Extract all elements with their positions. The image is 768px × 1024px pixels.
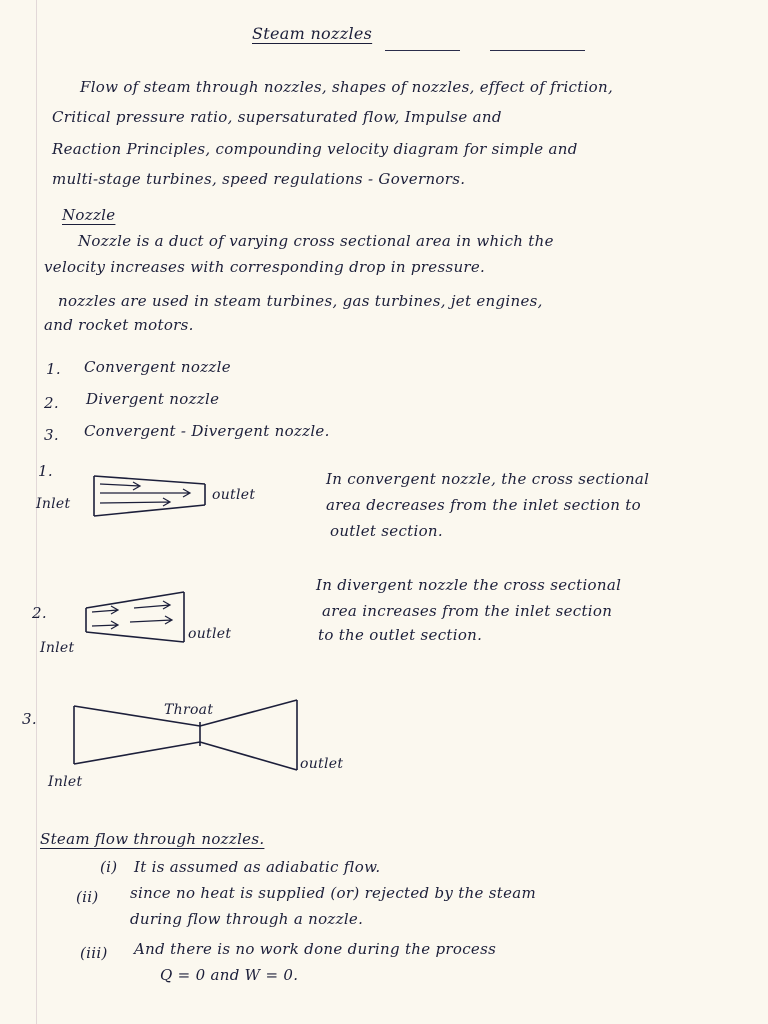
fig1-number: 1.	[38, 462, 53, 480]
fig2-number: 2.	[32, 604, 47, 622]
flow-item-text: since no heat is supplied (or) rejected by the steam	[130, 884, 537, 902]
flow-item-text: And there is no work done during the process	[134, 940, 497, 958]
flow-item-equation: Q = 0 and W = 0.	[160, 966, 299, 984]
fig2-description-line: area increases from the inlet section	[322, 602, 613, 620]
fig1-outlet-label: outlet	[212, 487, 256, 503]
type-number: 1.	[46, 360, 61, 378]
syllabus-line: Flow of steam through nozzles, shapes of nozzles, effect of friction,	[80, 78, 614, 96]
flow-item-number: (iii)	[80, 944, 108, 962]
type-label: Convergent nozzle	[84, 358, 231, 376]
divergent-nozzle-diagram	[86, 592, 184, 642]
definition-line: Nozzle is a duct of varying cross sectional area in which the	[78, 232, 554, 250]
fig3-number: 3.	[22, 710, 37, 728]
uses-line: and rocket motors.	[44, 316, 194, 334]
syllabus-line: multi-stage turbines, speed regulations - Governors.	[52, 170, 466, 188]
fig1-inlet-label: Inlet	[36, 496, 71, 512]
type-number: 2.	[44, 394, 59, 412]
steam-flow-heading: Steam flow through nozzles.	[40, 830, 265, 848]
fig1-description-line: outlet section.	[330, 522, 443, 540]
syllabus-line: Reaction Principles, compounding velocity diagram for simple and	[52, 140, 578, 158]
fig3-throat-label: Throat	[164, 702, 214, 718]
definition-line: velocity increases with corresponding drop in pressure.	[44, 258, 486, 276]
fig1-description-line: area decreases from the inlet section to	[326, 496, 641, 514]
convergent-nozzle-diagram	[94, 476, 205, 516]
type-number: 3.	[44, 426, 59, 444]
fig1-description-line: In convergent nozzle, the cross sectional	[326, 470, 650, 488]
flow-item-text: during flow through a nozzle.	[130, 910, 364, 928]
nozzle-heading: Nozzle	[62, 206, 116, 224]
fig2-inlet-label: Inlet	[40, 640, 75, 656]
page-title: Steam nozzles	[252, 24, 373, 43]
convergent-divergent-nozzle-diagram	[74, 700, 297, 770]
syllabus-line: Critical pressure ratio, supersaturated flow, Impulse and	[52, 108, 502, 126]
flow-item-text: It is assumed as adiabatic flow.	[134, 858, 381, 876]
type-label: Divergent nozzle	[86, 390, 220, 408]
type-label: Convergent - Divergent nozzle.	[84, 422, 330, 440]
flow-item-number: (i)	[100, 858, 118, 876]
fig3-inlet-label: Inlet	[48, 774, 83, 790]
uses-line: nozzles are used in steam turbines, gas turbines, jet engines,	[58, 292, 543, 310]
fig2-outlet-label: outlet	[188, 626, 232, 642]
fig2-description-line: In divergent nozzle the cross sectional	[316, 576, 622, 594]
flow-item-number: (ii)	[76, 888, 99, 906]
fig3-outlet-label: outlet	[300, 756, 344, 772]
fig2-description-line: to the outlet section.	[318, 626, 483, 644]
